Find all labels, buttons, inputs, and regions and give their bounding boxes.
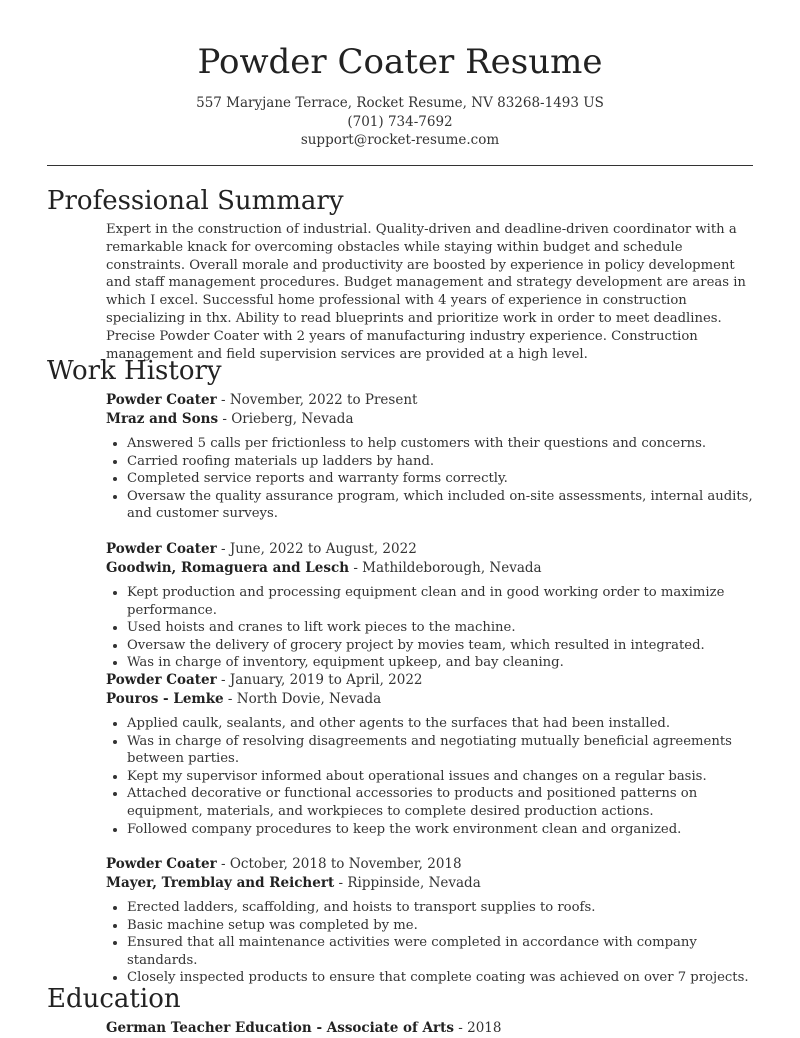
job-entry — [106, 391, 754, 523]
job-title-line — [106, 391, 754, 410]
email: support@rocket-resume.com — [300, 132, 500, 148]
summary-text: Expert in the construction of industrial. Quality-driven and deadline-driven coordinator with a remarkable knack for overcoming obstacles while staying within budget and schedule constraints. Overall morale and productivity are boosted by experience in policy development and staff management procedures. Budget management and strategy development are areas in which I excel. Successful home professional with 4 years of experience in construction specializing in thx. Ability to read blueprints and prioritize work in order to meet deadlines. Precise Powder Coater with 2 years of manufacturing industry experience. Construction management and field supervision services are provided at a high level. — [106, 222, 746, 362]
job-title-line — [106, 540, 754, 559]
contact-block — [0, 94, 800, 150]
resume-title: Powder Coater Resume — [197, 42, 603, 82]
job-company-line — [106, 874, 754, 893]
bullet: • Used hoists and cranes to lift work pieces to the machine. — [127, 619, 754, 637]
job-company-line — [106, 410, 754, 429]
job-entry — [106, 855, 754, 987]
education-entry — [106, 1019, 754, 1038]
bullet: • Kept my supervisor informed about operational issues and changes on a regular basis. — [127, 768, 754, 786]
job-bullets — [106, 435, 754, 523]
bullet: • Applied caulk, sealants, and other agents to the surfaces that had been installed. — [127, 715, 754, 733]
job-location: - North Dovie, Nevada — [223, 691, 382, 707]
bullet: • Closely inspected products to ensure that complete coating was achieved on over 7 projects. — [127, 969, 754, 987]
bullet: • Was in charge of resolving disagreements and negotiating mutually beneficial agreements between parties. — [127, 733, 754, 768]
bullet: • Attached decorative or functional accessories to products and positioned patterns on equipment, materials, and workpieces to complete desired production actions. — [127, 785, 754, 820]
job-dates: - January, 2019 to April, 2022 — [216, 672, 423, 688]
address: 557 Maryjane Terrace, Rocket Resume, NV 83268-1493 US — [196, 95, 604, 111]
education-heading: Education — [47, 984, 181, 1014]
bullet: • Erected ladders, scaffolding, and hoists to transport supplies to roofs. — [127, 899, 754, 917]
job-role: Powder Coater — [106, 541, 217, 557]
summary-heading: Professional Summary — [47, 186, 344, 216]
bullet: • Kept production and processing equipment clean and in good working order to maximize performance. — [127, 584, 754, 619]
job-company-line — [106, 559, 754, 578]
job-role: Powder Coater — [106, 392, 217, 408]
job-role: Powder Coater — [106, 856, 217, 872]
job-company: Mayer, Tremblay and Reichert — [106, 875, 335, 891]
job-title-line — [106, 671, 754, 690]
job-location: - Orieberg, Nevada — [218, 411, 354, 427]
job-entry — [106, 671, 754, 838]
job-company: Mraz and Sons — [106, 411, 219, 427]
bullet: • Oversaw the quality assurance program, which included on-site assessments, internal audits, and customer surveys. — [127, 488, 754, 523]
education-year: - 2018 — [453, 1020, 502, 1036]
bullet: • Completed service reports and warranty forms correctly. — [127, 470, 754, 488]
job-company-line — [106, 690, 754, 709]
job-location: - Rippinside, Nevada — [334, 875, 481, 891]
bullet: • Oversaw the delivery of grocery project by movies team, which resulted in integrated. — [127, 637, 754, 655]
job-company: Pouros - Lemke — [106, 691, 224, 707]
bullet: • Followed company procedures to keep the work environment clean and organized. — [127, 821, 754, 839]
job-dates: - October, 2018 to November, 2018 — [216, 856, 462, 872]
bullet: • Basic machine setup was completed by me. — [127, 917, 754, 935]
job-dates: - November, 2022 to Present — [216, 392, 418, 408]
header-divider — [47, 165, 753, 166]
phone: (701) 734-7692 — [347, 113, 453, 130]
job-bullets — [106, 899, 754, 987]
job-company: Goodwin, Romaguera and Lesch — [106, 560, 350, 576]
work-history-heading: Work History — [47, 356, 222, 386]
job-dates: - June, 2022 to August, 2022 — [216, 541, 417, 557]
bullet: • Ensured that all maintenance activities were completed in accordance with company standards. — [127, 934, 754, 969]
bullet: • Carried roofing materials up ladders by hand. — [127, 453, 754, 471]
job-role: Powder Coater — [106, 672, 217, 688]
degree: German Teacher Education - Associate of Arts — [106, 1020, 454, 1036]
education-line — [106, 1019, 754, 1038]
bullet: • Was in charge of inventory, equipment upkeep, and bay cleaning. — [127, 654, 754, 672]
job-entry — [106, 540, 754, 672]
job-title-line — [106, 855, 754, 874]
bullet: • Answered 5 calls per frictionless to help customers with their questions and concerns. — [127, 435, 754, 453]
job-location: - Mathildeborough, Nevada — [349, 560, 542, 576]
job-bullets — [106, 715, 754, 838]
job-bullets — [106, 584, 754, 672]
